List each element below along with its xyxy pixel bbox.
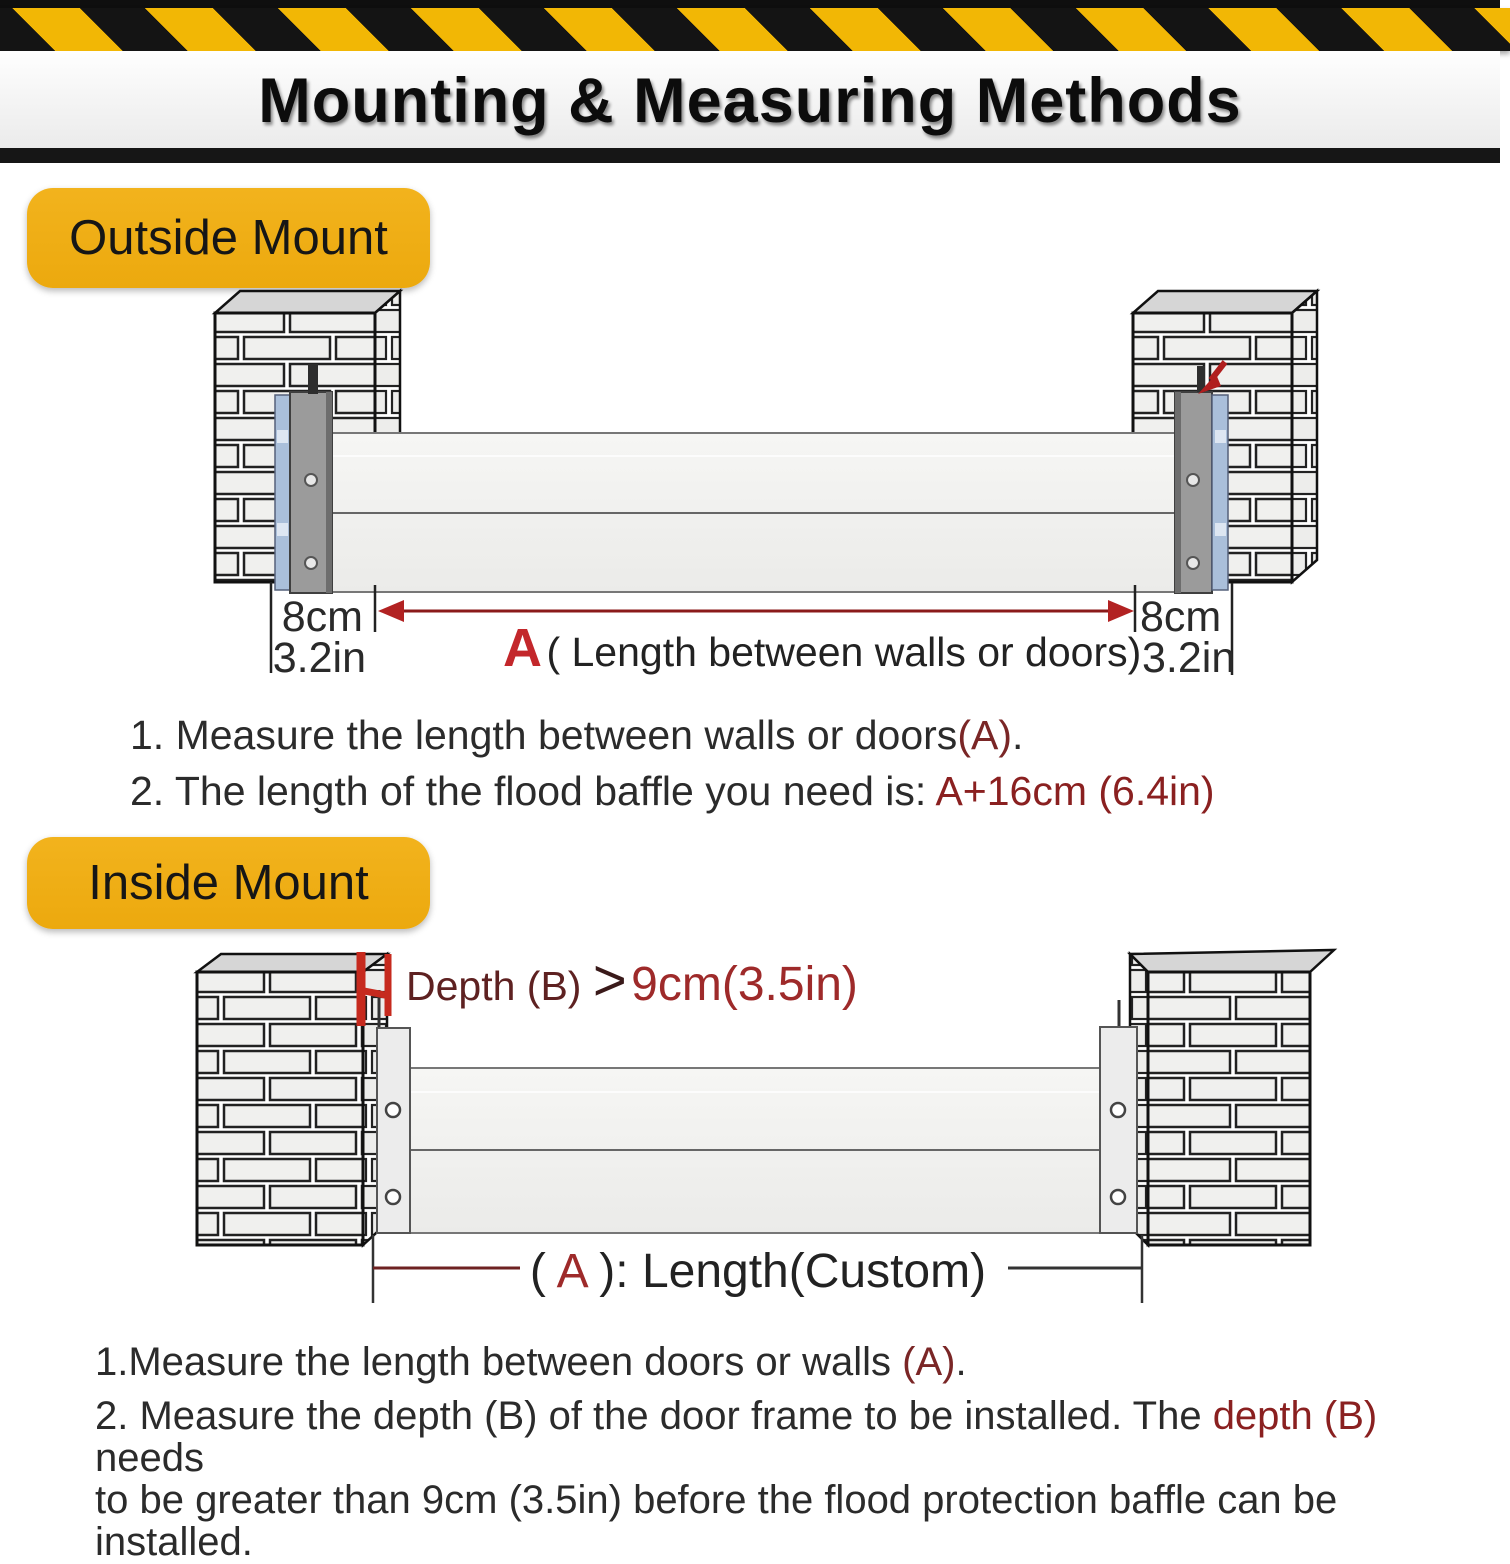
warning-tape-stripes [0,8,1510,51]
inside-mount-badge-label: Inside Mount [88,856,369,910]
outside-mount-badge-label: Outside Mount [69,211,388,265]
outside-step-2-text: 2. The length of the flood baffle you need is: [130,768,936,815]
page-title: Mounting & Measuring Methods [258,66,1242,136]
inside-mount-badge [27,837,430,929]
side-bracket-right [1100,1000,1137,1233]
dim-left-cm: 8cm [281,593,363,641]
span-letter-a: A [503,618,542,678]
inside-step-1-highlight: (A) [902,1340,956,1384]
outside-step-1 [130,714,1410,757]
inside-mount-steps [95,1341,1495,1563]
inside-step-1 [95,1341,1495,1383]
outside-step-2-highlight: A+16cm (6.4in) [935,768,1215,815]
inside-mount-diagram [130,940,1420,1340]
depth-label: Depth (B) [406,963,593,1009]
span-label-text: ( Length between walls or doors) [546,629,1142,675]
outside-mount-badge [27,188,430,288]
flood-barrier-panels [332,433,1175,592]
inside-step-2-text-a: 2. Measure the depth (B) of the door frame to be installed. The [95,1394,1213,1438]
brick-pillar-right [1130,950,1334,1245]
mounting-channel-right [1175,366,1228,593]
outside-step-1-text: 1. Measure the length between walls or doors [130,712,958,758]
outside-mount-diagram [150,280,1400,700]
inside-step-2-line2-text: to be greater than 9cm (3.5in) before the flood protection baffle can be installed. [95,1478,1338,1564]
outside-step-1-highlight: (A) [957,712,1012,758]
length-open: ( [529,1245,546,1298]
dim-right-in: 3.2in [1142,634,1236,682]
length-rest: ): Length(Custom) [599,1245,987,1298]
span-label [503,618,1141,678]
dim-left-in: 3.2in [272,634,366,682]
mounting-channel-left [275,364,332,593]
dim-right-cm: 8cm [1140,593,1222,641]
depth-operator: > [592,948,627,1013]
inside-step-2-text-b: needs [95,1436,204,1480]
inside-step-2-line2 [95,1479,1495,1563]
inside-step-2-line1 [95,1395,1495,1479]
outside-mount-steps [130,714,1410,813]
inside-step-1-end: . [955,1340,967,1384]
header-divider [0,148,1500,163]
depth-value: 9cm(3.5in) [631,958,858,1011]
outside-step-2 [130,770,1410,813]
outside-step-1-end: . [1011,712,1024,758]
length-letter-a: A [556,1245,586,1298]
length-annotation [530,1245,986,1298]
inside-step-1-text: 1.Measure the length between doors or walls [95,1340,903,1384]
depth-annotation [406,948,858,1013]
title-band [0,51,1500,148]
flood-barrier-panels [410,1068,1100,1233]
inside-step-2-highlight: depth (B) [1212,1394,1378,1438]
